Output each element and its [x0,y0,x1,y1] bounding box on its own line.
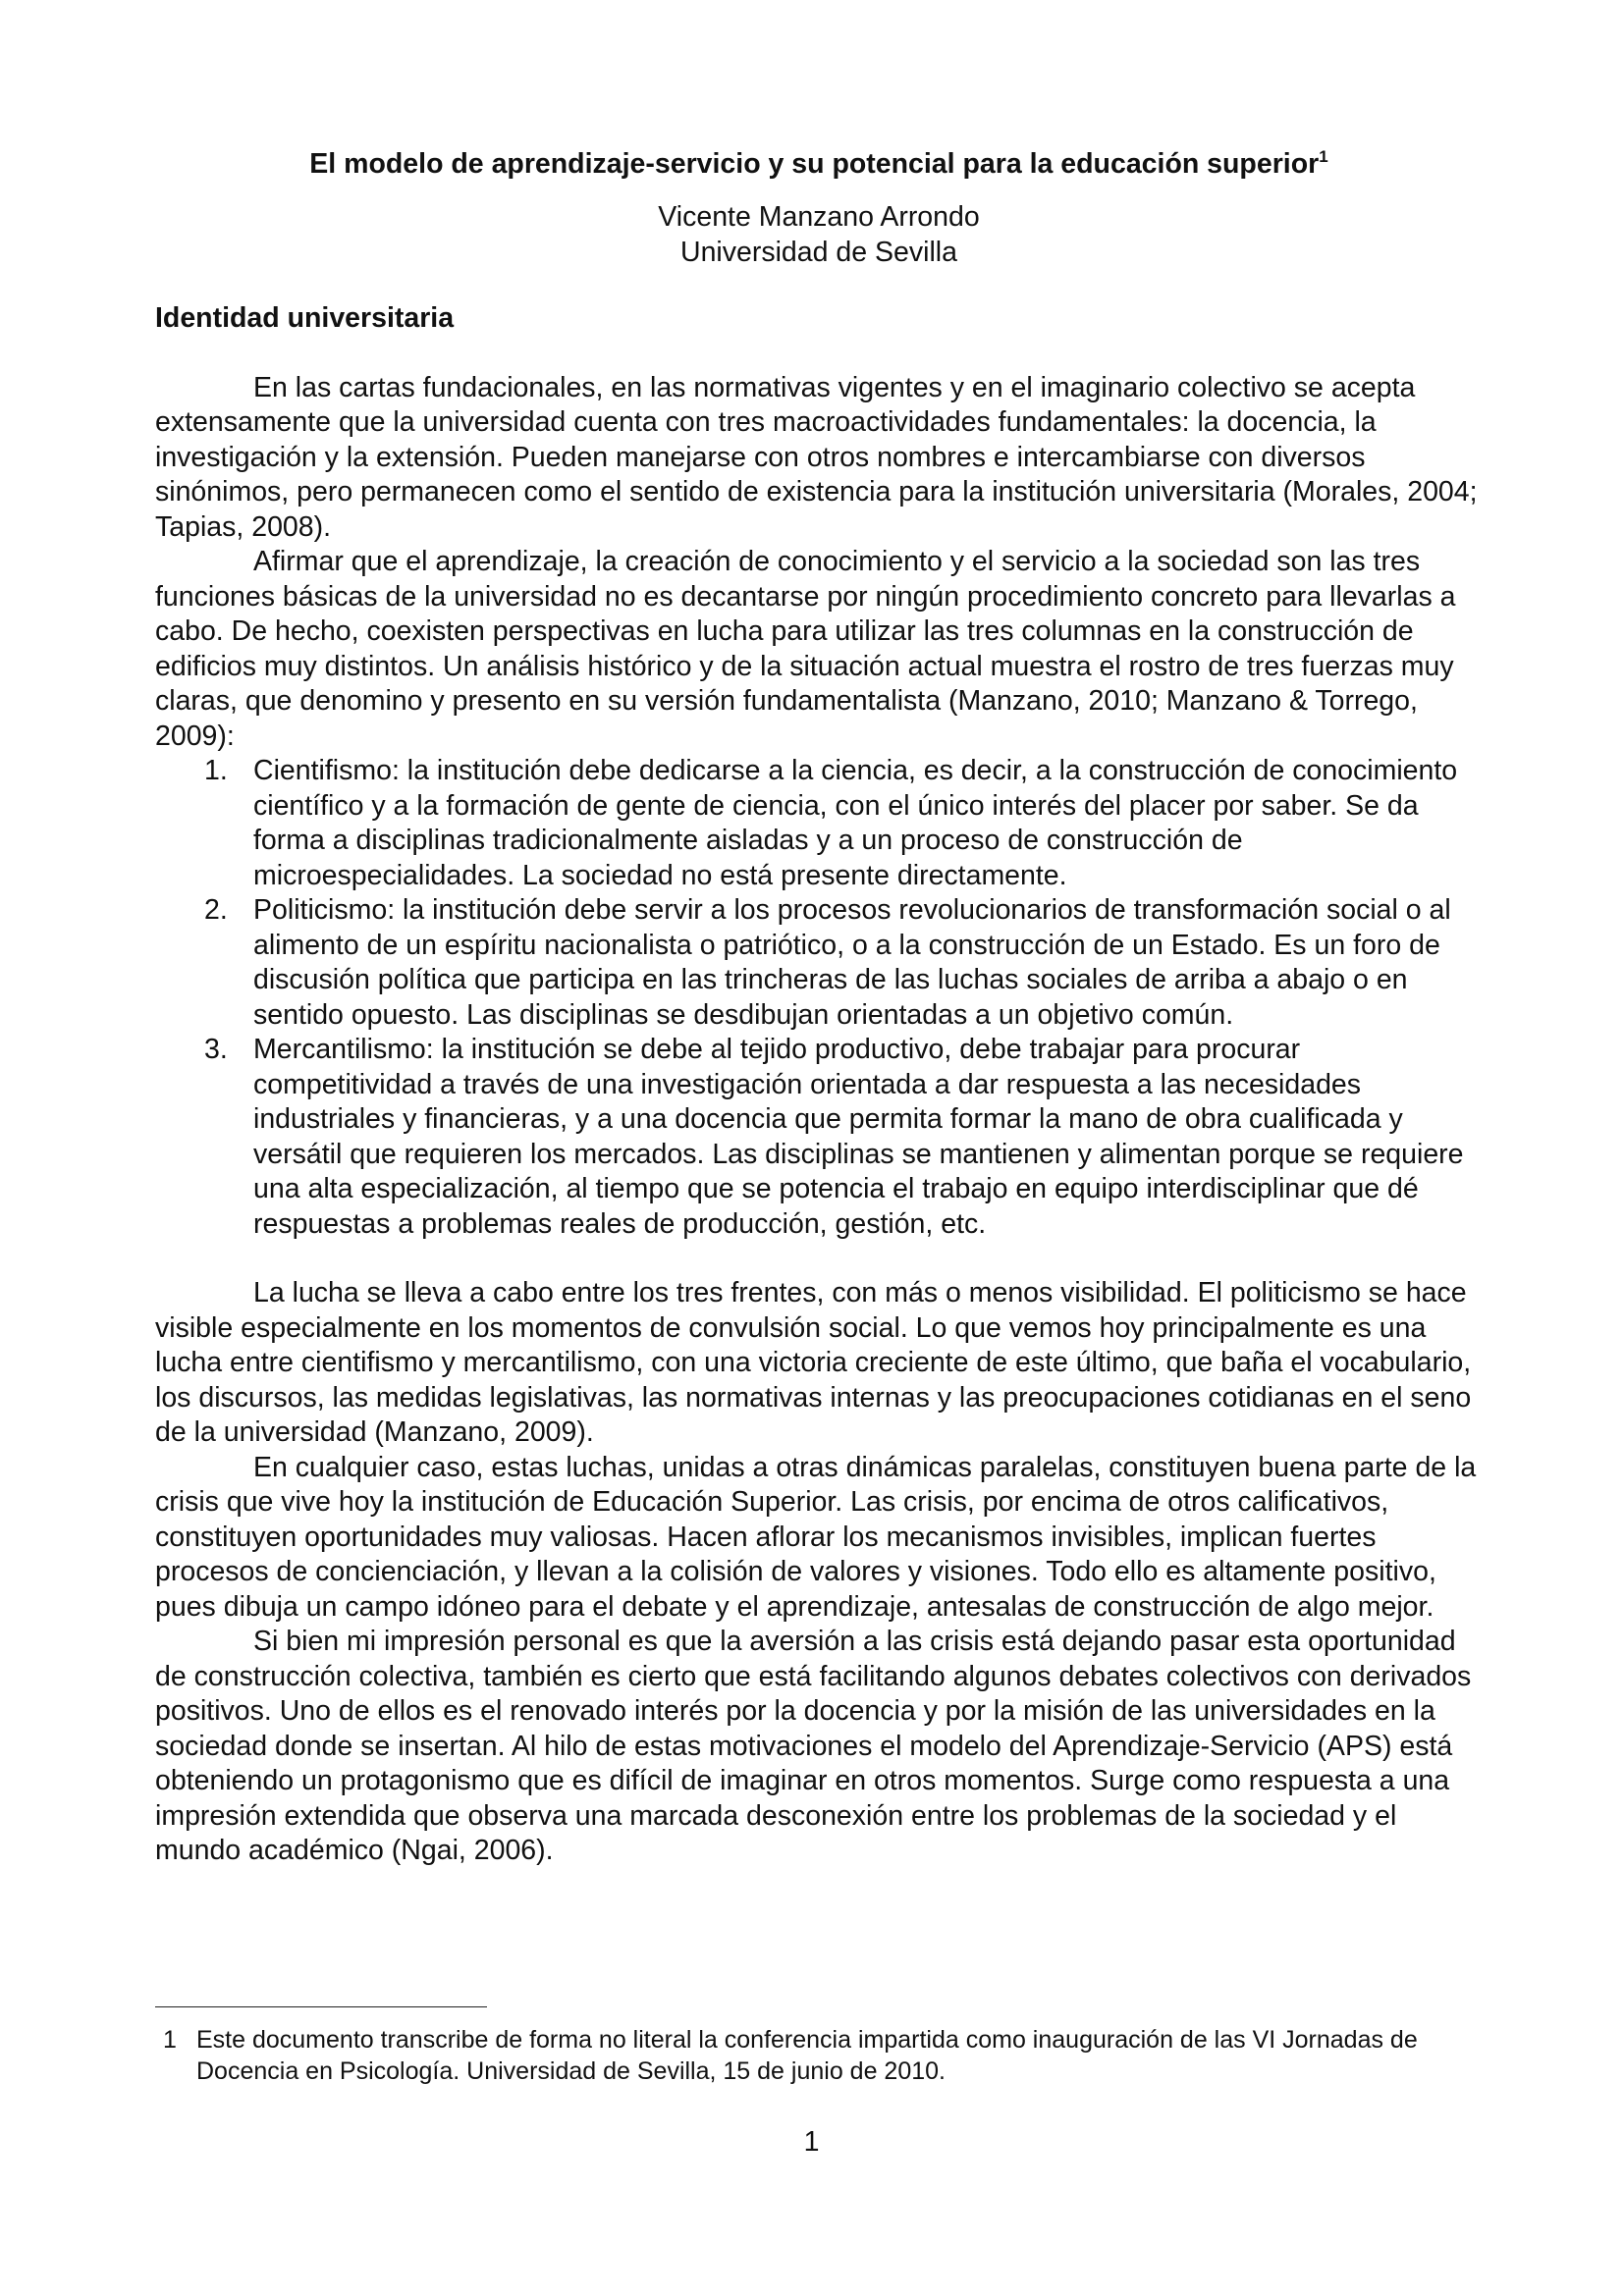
blank-line [155,1242,1483,1276]
page-number: 1 [803,2126,820,2158]
paragraph: Afirmar que el aprendizaje, la creación de conocimiento y el servicio a la sociedad son las tres funciones básicas de la universidad no es decantarse por ningún procedimiento concreto para llevarlas a cabo. De hecho, coexisten perspectivas en lucha para utilizar las tres columnas en la construcción de edificios muy distintos. Un análisis histórico y de la situación actual muestra el rostro de tres fuerzas muy claras, que denomino y presento en su versión fundamentalista (Manzano, 2010; Manzano & Torrego, 2009): [155,546,1456,752]
title-text: El modelo de aprendizaje-servicio y su potencial para la educación superior [309,148,1320,180]
author-block [155,200,1483,270]
list-item-number: 1. [204,755,228,786]
paragraph: Si bien mi impresión personal es que la aversión a las crisis está dejando pasar esta oportunidad de construcción colectiva, también es cierto que está facilitando algunos debates colectivos con derivados positivos. Uno de ellos es el renovado interés por la docencia y por la misión de las universidades en la sociedad donde se insertan. Al hilo de estas motivaciones el modelo del Aprendizaje-Servicio (APS) está obteniendo un protagonismo que es difícil de imaginar en otros momentos. Surge como respuesta a una impresión extendida que observa una marcada desconexión entre los problemas de la sociedad y el mundo académico (Ngai, 2006). [155,1626,1472,1866]
footnote-text: Este documento transcribe de forma no literal la conferencia impartida como inauguración de las VI Jornadas de Docencia en Psicología. Universidad de Sevilla, 15 de junio de 2010. [196,2026,1418,2085]
list-item [155,893,1483,1033]
title-footnote-mark: 1 [1319,147,1328,166]
footnote-separator [155,2006,487,2007]
list-item [155,1033,1483,1242]
footnote [155,2024,1483,2087]
footnote-number: 1 [163,2026,177,2054]
document-title [155,147,1483,185]
list-item-text: Politicismo: la institución debe servir a los procesos revolucionarios de transformación social o al alimento de un espíritu nacionalista o patriótico, o a la construcción de un Estado. Es un foro de discusión política que participa en las trincheras de las luchas sociales de arriba a abajo o en sentido opuesto. Las disciplinas se desdibujan orientadas a un objetivo común. [253,894,1451,1031]
author-affiliation: Universidad de Sevilla [680,236,957,268]
list-item [155,754,1483,893]
list-item-text: Mercantilismo: la institución se debe al tejido productivo, debe trabajar para procurar competitividad a través de una investigación orientada a dar respuesta a las necesidades industriales y financieras, y a una docencia que permita formar la mano de obra cualificada y versátil que requieren los mercados. Las disciplinas se mantienen y alimentan porque se requiere una alta especialización, al tiempo que se potencia el trabajo en equipo interdisciplinar que dé respuestas a problemas reales de producción, gestión, etc. [253,1034,1464,1240]
list-item-number: 2. [204,894,228,926]
paragraph: La lucha se lleva a cabo entre los tres frentes, con más o menos visibilidad. El politicismo se hace visible especialmente en los momentos de convulsión social. Lo que vemos hoy principalmente es una lucha entre cientifismo y mercantilismo, con una victoria creciente de este último, que baña el vocabulario, los discursos, las medidas legislativas, las normativas internas y las preocupaciones cotidianas en el seno de la universidad (Manzano, 2009). [155,1277,1472,1448]
author-name: Vicente Manzano Arrondo [658,201,980,233]
numbered-list [155,754,1483,1242]
paragraph: En las cartas fundacionales, en las normativas vigentes y en el imaginario colectivo se acepta extensamente que la universidad cuenta con tres macroactividades fundamentales: la docencia, la investigación y la extensión. Pueden manejarse con otros nombres e intercambiarse con diversos sinónimos, pero permanecen como el sentido de existencia para la institución universitaria (Morales, 2004; Tapias, 2008). [155,371,1478,543]
list-item-text: Cientifismo: la institución debe dedicarse a la ciencia, es decir, a la construcción de conocimiento científico y a la formación de gente de ciencia, con el único interés del placer por saber. Se da forma a disciplinas tradicionalmente aisladas y a un proceso de construcción de microespecialidades. La sociedad no está presente directamente. [253,755,1458,891]
list-item-number: 3. [204,1034,228,1065]
page-body [155,147,1483,1869]
section-heading: Identidad universitaria [155,302,455,334]
paragraph: En cualquier caso, estas luchas, unidas a otras dinámicas paralelas, constituyen buena parte de la crisis que vive hoy la institución de Educación Superior. Las crisis, por encima de otros calificativos, constituyen oportunidades muy valiosas. Hacen aflorar los mecanismos invisibles, implican fuertes procesos de concienciación, y llevan a la colisión de valores y visiones. Todo ello es altamente positivo, pues dibuja un campo idóneo para el debate y el aprendizaje, antesalas de construcción de algo mejor. [155,1451,1477,1623]
